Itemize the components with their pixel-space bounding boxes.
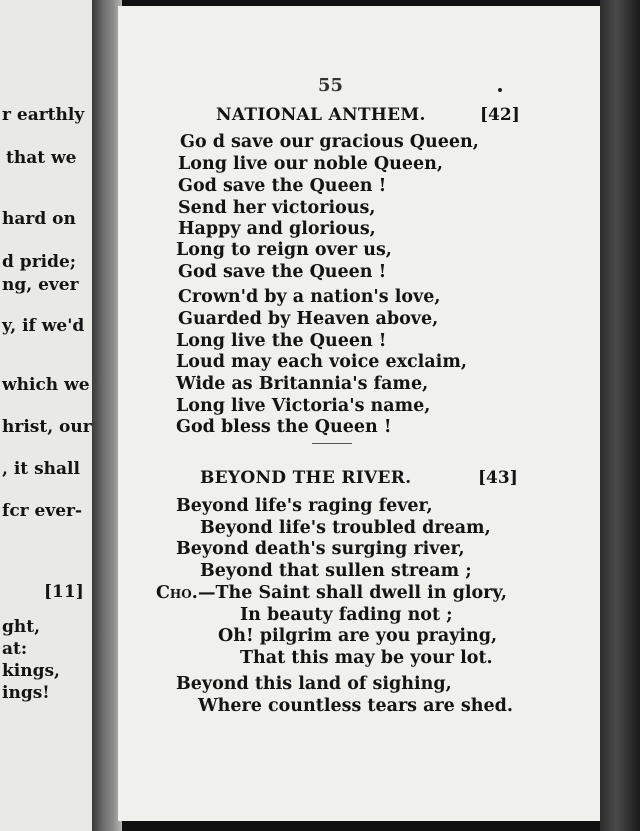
hymn-title: BEYOND THE RIVER. — [200, 468, 412, 488]
left-line: r earthly — [2, 105, 85, 125]
verse-line: Crown'd by a nation's love, — [178, 287, 441, 307]
left-line: ng, ever — [2, 275, 79, 295]
verse-line: God bless the Queen ! — [176, 417, 392, 437]
left-line: ings! — [2, 683, 50, 703]
left-line: at: — [2, 639, 28, 659]
page-edge — [600, 0, 640, 831]
ink-dot — [498, 88, 502, 92]
verse-line: Beyond this land of sighing, — [176, 674, 452, 694]
hymn-title: NATIONAL ANTHEM. — [216, 105, 426, 125]
chorus-line: Oh! pilgrim are you praying, — [218, 626, 498, 646]
verse-line: Beyond life's troubled dream, — [200, 518, 491, 538]
verse-line: God save the Queen ! — [178, 262, 387, 282]
verse-line: Long live the Queen ! — [176, 331, 387, 351]
left-line: kings, — [2, 661, 60, 681]
left-page — [0, 0, 98, 831]
verse-line: Go d save our gracious Queen, — [180, 132, 479, 152]
verse-line: Long live Victoria's name, — [176, 396, 431, 416]
left-line: that we — [6, 148, 77, 168]
left-line: fcr ever- — [2, 501, 83, 521]
hymn-number: [43] — [478, 468, 518, 488]
verse-line: Wide as Britannia's fame, — [176, 374, 429, 394]
verse-line: God save the Queen ! — [178, 176, 387, 196]
left-line: hard on — [2, 209, 76, 229]
verse-line: Beyond that sullen stream ; — [200, 561, 472, 581]
left-hymn-number: [11] — [44, 582, 84, 602]
verse-line: Loud may each voice exclaim, — [176, 352, 467, 372]
verse-line: Where countless tears are shed. — [198, 696, 513, 716]
left-line: d pride; — [2, 252, 77, 272]
verse-line: Long to reign over us, — [176, 240, 392, 260]
left-line: , it shall — [2, 459, 80, 479]
chorus-line: —The Saint shall dwell in glory, — [198, 583, 507, 603]
hymn-number: [42] — [480, 105, 520, 125]
verse-line: Guarded by Heaven above, — [178, 309, 439, 329]
left-line: y, if we'd — [2, 316, 85, 336]
verse-line: Beyond life's raging fever, — [176, 496, 433, 516]
verse-line: Long live our noble Queen, — [178, 154, 443, 174]
left-line: which we — [2, 375, 90, 395]
chorus-line: That this may be your lot. — [240, 648, 493, 668]
right-page — [118, 6, 602, 821]
verse-line: Happy and glorious, — [178, 219, 376, 239]
verse-line: Beyond death's surging river, — [176, 539, 465, 559]
left-line: ght, — [2, 617, 41, 637]
chorus-line: In beauty fading not ; — [240, 605, 453, 625]
section-divider — [312, 443, 352, 444]
verse-line: Send her victorious, — [178, 198, 376, 218]
left-line: hrist, our — [2, 417, 92, 437]
page-number: 55 — [318, 75, 344, 96]
chorus-label: Cho. — [156, 583, 198, 603]
